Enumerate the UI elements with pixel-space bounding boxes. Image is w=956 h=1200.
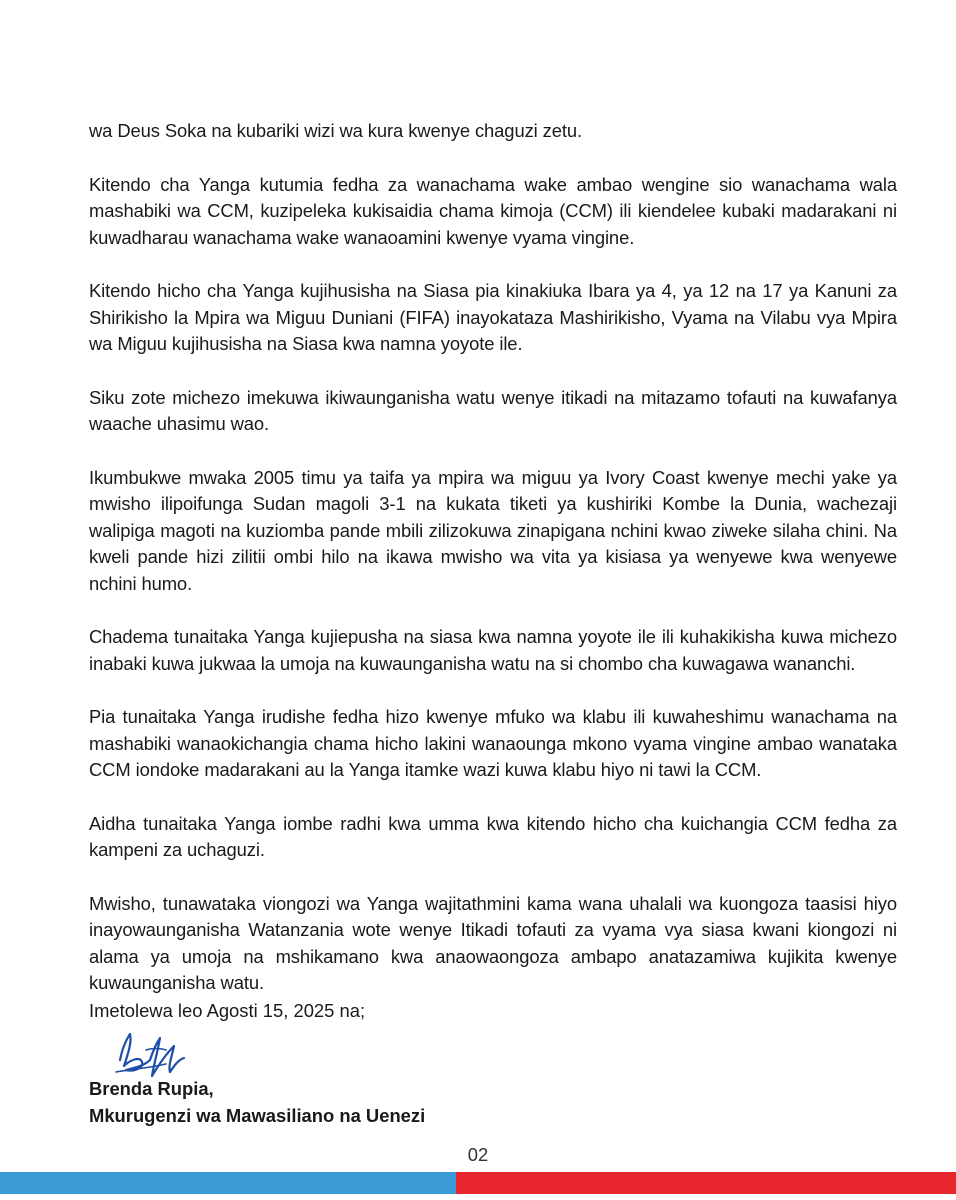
signer-title: Mkurugenzi wa Mawasiliano na Uenezi xyxy=(89,1105,426,1126)
paragraph-6: Chadema tunaitaka Yanga kujiepusha na siasa kwa namna yoyote ile ili kuhakikisha kuwa michezo inabaki kuwa jukwaa la umoja na kuwaunganisha watu na si chombo cha kuwagawa wananchi. xyxy=(89,626,897,674)
footer-color-bar xyxy=(0,1172,956,1194)
paragraph-1: wa Deus Soka na kubariki wizi wa kura kwenye chaguzi zetu. xyxy=(89,120,583,141)
signer-name: Brenda Rupia, xyxy=(89,1078,214,1099)
paragraph-3: Kitendo hicho cha Yanga kujihusisha na Siasa pia kinakiuka Ibara ya 4, ya 12 na 17 ya Kanuni za Shirikisho la Mpira wa Miguu Duniani (FIFA) inayokataza Mashirikisho, Vyama na Vilabu vya Mpira wa Miguu kujihusisha na Siasa kwa namna yoyote ile. xyxy=(89,280,897,354)
footer-bar-blue xyxy=(0,1172,456,1194)
paragraph-9: Mwisho, tunawataka viongozi wa Yanga wajitathmini kama wana uhalali wa kuongoza taasisi hiyo inayowaunganisha Watanzania wote wenye Itikadi tofauti za vyama vya siasa kwani kiongozi ni alama ya umoja na mshikamano kwa anaowaongoza ambapo anatazamiwa kujikita kwenye kuwaunganisha watu. xyxy=(89,892,897,993)
paragraph-7: Pia tunaitaka Yanga irudishe fedha hizo kwenye mfuko wa klabu ili kuwaheshimu wanachama na mashabiki wanaokichangia chama hicho lakini wanaounga mkono vyama vingine ambao wanataka CCM iondoke madarakani au la Yanga itamke wazi kuwa klabu hiyo ni tawi la CCM. xyxy=(89,706,897,780)
letter-body xyxy=(89,118,897,1024)
paragraph-4: Siku zote michezo imekuwa ikiwaunganisha watu wenye itikadi na mitazamo tofauti na kuwafanya waache uhasimu wao. xyxy=(89,386,897,434)
page-number: 02 xyxy=(467,1144,489,1165)
paragraph-8: Aidha tunaitaka Yanga iombe radhi kwa umma kwa kitendo hicho cha kuichangia CCM fedha za kampeni za uchaguzi. xyxy=(89,812,897,860)
paragraph-2: Kitendo cha Yanga kutumia fedha za wanachama wake ambao wengine sio wanachama wala mashabiki wa CCM, kuzipeleka kukisaidia chama kimoja (CCM) ili kiendelee kubaki madarakani ni kuwadharau wanachama wake wanaoamini kwenye vyama vingine. xyxy=(89,173,897,248)
closing-line: Imetolewa leo Agosti 15, 2025 na; xyxy=(89,1000,366,1021)
signer-block xyxy=(89,1075,425,1129)
footer-bar-red xyxy=(456,1172,956,1194)
paragraph-5: Ikumbukwe mwaka 2005 timu ya taifa ya mpira wa miguu ya Ivory Coast kwenye mechi yake ya mwisho ilipoifunga Sudan magoli 3-1 na kukata tiketi ya kushiriki Kombe la Dunia, wachezaji walipiga magoti na kuziomba pande mbili zilizokuwa zinapigana nchini kwao ziweke silaha chini. Na kweli pande hizi zilitii ombi hilo na ikawa mwisho wa vita ya kisiasa ya wenyewe kwa wenyewe nchini humo. xyxy=(89,466,897,594)
